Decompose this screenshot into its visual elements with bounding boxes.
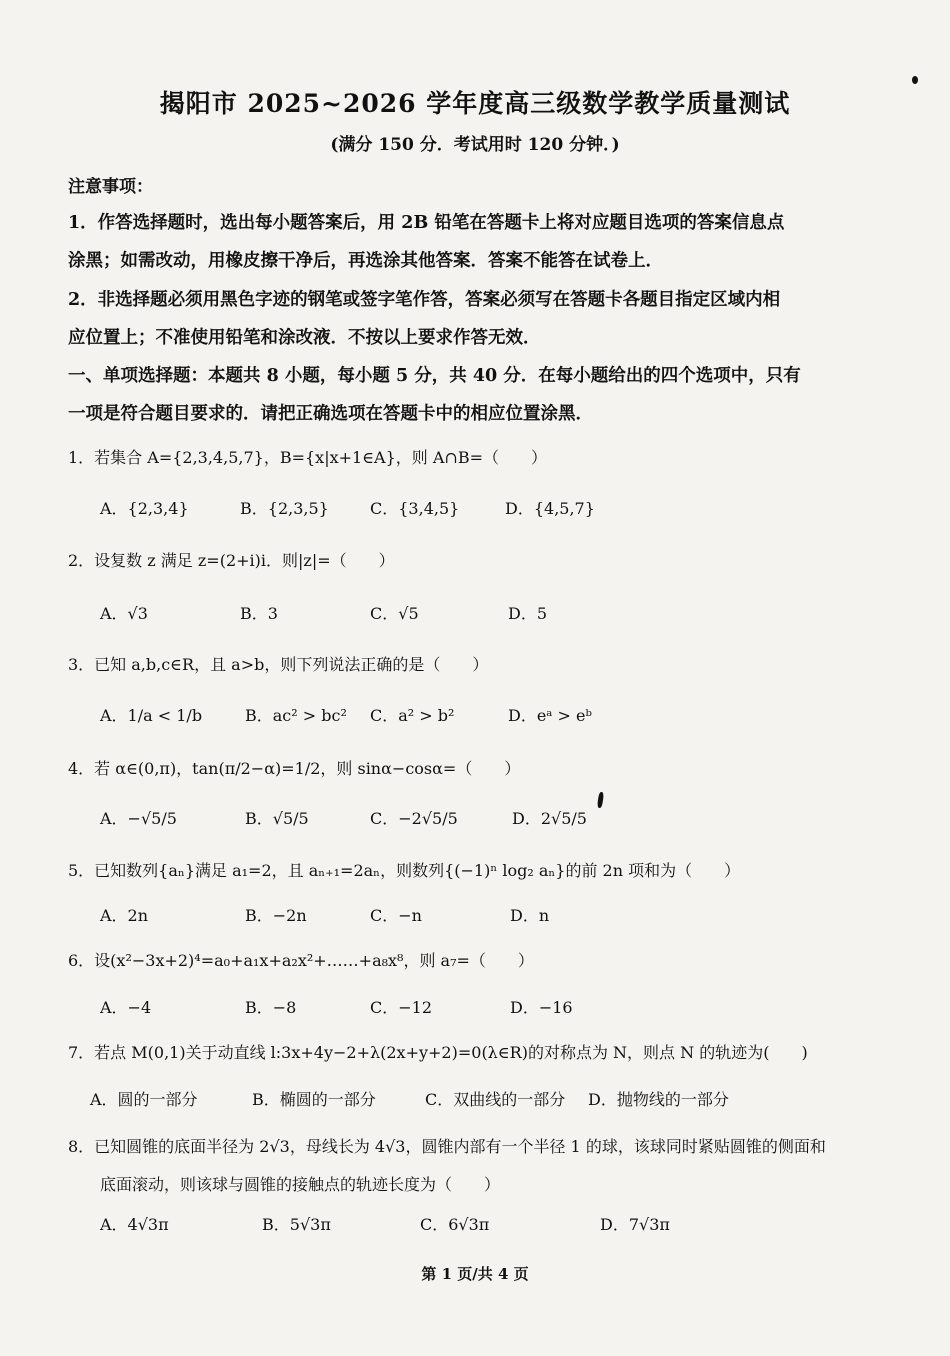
ink-dot-mark [912, 76, 918, 84]
notice-line-4: 应位置上；不准使用铅笔和涂改液．不按以上要求作答无效． [68, 328, 541, 348]
question-6-option-a: A．−4 [100, 998, 152, 1017]
question-1-stem: 1．若集合 A={2,3,4,5,7}，B={x|x+1∈A}，则 A∩B=（ ） [68, 448, 547, 467]
question-3-stem: 3．已知 a,b,c∈R，且 a>b，则下列说法正确的是（ ） [68, 655, 489, 674]
question-4-option-a: A．−√5/5 [100, 809, 177, 828]
exam-title: 揭阳市 2025~2026 学年度高三级数学教学质量测试 [159, 89, 791, 118]
section-line-2: 一项是符合题目要求的．请把正确选项在答题卡中的相应位置涂黑． [68, 404, 593, 424]
question-6-option-d: D．−16 [510, 998, 573, 1017]
question-5-option-a: A．2n [100, 906, 149, 925]
question-2-option-c: C．√5 [370, 604, 419, 623]
question-5-stem: 5．已知数列{aₙ}满足 a₁=2，且 aₙ₊₁=2aₙ，则数列{(−1)ⁿ log₂ aₙ}的前 2n 项和为（ ） [68, 861, 741, 880]
section-line-1: 一、单项选择题：本题共 8 小题，每小题 5 分，共 40 分．在每小题给出的四个选项中，只有 [68, 366, 801, 386]
question-3-option-d: D．eᵃ > eᵇ [508, 706, 592, 725]
question-8-option-a: A．4√3π [100, 1215, 169, 1234]
question-7-option-b: B．椭圆的一部分 [252, 1090, 376, 1109]
question-8-stem-continued: 底面滚动，则该球与圆锥的接触点的轨迹长度为（ ） [100, 1175, 501, 1194]
question-1-option-c: C．{3,4,5} [370, 499, 460, 518]
question-1-option-b: B．{2,3,5} [240, 499, 329, 518]
question-5-option-b: B．−2n [245, 906, 307, 925]
question-4-option-b: B．√5/5 [245, 809, 309, 828]
question-2-stem: 2．设复数 z 满足 z=(2+i)i．则|z|=（ ） [68, 551, 395, 570]
question-7-option-c: C．双曲线的一部分 [425, 1090, 566, 1109]
notice-line-3: 2．非选择题必须用黑色字迹的钢笔或签字笔作答，答案必须写在答题卡各题目指定区域内相 [68, 290, 781, 310]
question-8-stem: 8．已知圆锥的底面半径为 2√3，母线长为 4√3，圆锥内部有一个半径 1 的球，该球同时紧贴圆锥的侧面和 [68, 1137, 826, 1156]
question-8-option-c: C．6√3π [420, 1215, 490, 1234]
question-4-option-d: D．2√5/5 [512, 809, 587, 828]
question-8-option-b: B．5√3π [262, 1215, 331, 1234]
question-7-option-d: D．抛物线的一部分 [588, 1090, 729, 1109]
question-7-stem: 7．若点 M(0,1)关于动直线 l:3x+4y−2+λ(2x+y+2)=0(λ∈R)的对称点为 N，则点 N 的轨迹为( ) [68, 1043, 808, 1062]
question-4-stem: 4．若 α∈(0,π)，tan(π/2−α)=1/2，则 sinα−cosα=（ ） [68, 759, 521, 778]
notice-line-1: 1．作答选择题时，选出每小题答案后，用 2B 铅笔在答题卡上将对应题目选项的答案信息点 [68, 213, 785, 233]
notice-heading: 注意事项： [68, 177, 153, 197]
exam-subtitle: (满分 150 分．考试用时 120 分钟．) [330, 135, 620, 155]
notice-line-2: 涂黑；如需改动，用橡皮擦干净后，再选涂其他答案．答案不能答在试卷上． [68, 251, 663, 271]
question-8-option-d: D．7√3π [600, 1215, 670, 1234]
question-5-option-d: D．n [510, 906, 550, 925]
question-3-option-b: B．ac² > bc² [245, 706, 347, 725]
question-2-option-b: B．3 [240, 604, 278, 623]
question-3-option-a: A．1/a < 1/b [100, 706, 203, 725]
question-3-option-c: C．a² > b² [370, 706, 455, 725]
question-6-stem: 6．设(x²−3x+2)⁴=a₀+a₁x+a₂x²+……+a₈x⁸，则 a₇=（ ） [68, 951, 534, 970]
question-7-option-a: A．圆的一部分 [90, 1090, 198, 1109]
question-5-option-c: C．−n [370, 906, 422, 925]
question-2-option-d: D．5 [508, 604, 548, 623]
ink-stroke-mark [597, 792, 604, 809]
question-6-option-b: B．−8 [245, 998, 297, 1017]
question-4-option-c: C．−2√5/5 [370, 809, 458, 828]
question-1-option-a: A．{2,3,4} [100, 499, 189, 518]
page-number: 第 1 页/共 4 页 [421, 1265, 529, 1283]
question-6-option-c: C．−12 [370, 998, 433, 1017]
question-2-option-a: A．√3 [100, 604, 148, 623]
question-1-option-d: D．{4,5,7} [505, 499, 595, 518]
